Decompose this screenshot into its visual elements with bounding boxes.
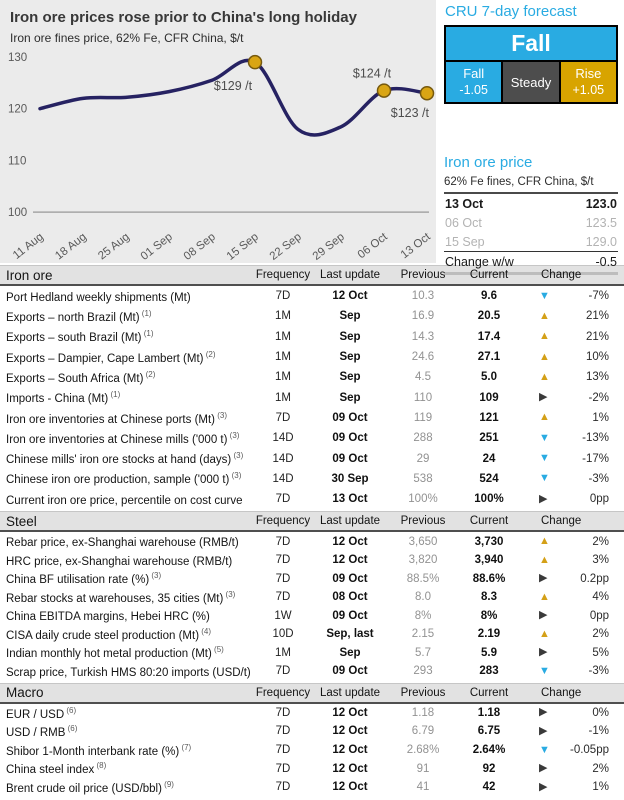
last-update-cell: 12 Oct: [332, 762, 368, 775]
down-triangle-icon: ▼: [539, 472, 550, 485]
table-header: [0, 265, 624, 286]
frequency-cell: 1M: [275, 330, 291, 343]
col-header-change: Change: [541, 515, 582, 528]
current-cell: 1.18: [477, 706, 501, 719]
metric-label: Rebar stocks at warehouses, 35 cities (Mt): [6, 592, 224, 605]
previous-cell: 119: [413, 411, 433, 424]
up-triangle-icon: ▲: [539, 330, 550, 343]
previous-cell: 8%: [414, 609, 432, 622]
footnote-marker: (4): [199, 626, 212, 636]
previous-cell: 288: [413, 432, 433, 445]
x-tick-label: 22 Sep: [267, 230, 304, 263]
chart-title: Iron ore prices rose prior to China's long holiday: [10, 9, 357, 26]
up-triangle-icon: ▲: [539, 590, 550, 603]
top-region: [0, 0, 624, 269]
last-update-cell: 09 Oct: [332, 411, 368, 424]
table-row: [0, 722, 624, 741]
metric-label: Iron ore inventories at Chinese ports (Mt): [6, 413, 216, 426]
change-value: 3%: [592, 554, 609, 567]
footnote-marker: (5): [211, 645, 224, 655]
current-cell: 6.75: [477, 725, 501, 738]
last-update-cell: 12 Oct: [332, 290, 368, 303]
current-cell: 3,730: [474, 535, 504, 548]
change-value: 5%: [592, 646, 609, 659]
table-row: [0, 448, 624, 468]
flat-triangle-icon: ▶: [539, 391, 548, 404]
table-row: [0, 327, 624, 347]
change-value: -3%: [588, 665, 609, 678]
change-value: 13%: [585, 371, 609, 384]
table-body: [0, 286, 624, 509]
last-update-cell: 09 Oct: [332, 572, 368, 585]
metric-label: Exports – South Africa (Mt): [6, 372, 144, 385]
change-value: 1%: [592, 781, 609, 794]
price-row-value: -0.5: [595, 254, 617, 269]
frequency-cell: 7D: [275, 554, 291, 567]
frequency-cell: 10D: [272, 628, 294, 641]
table-row: [0, 532, 624, 551]
previous-cell: 88.5%: [406, 572, 440, 585]
table-header: [0, 511, 624, 532]
table-body: [0, 532, 624, 680]
table-row: [0, 489, 624, 509]
current-cell: 8.3: [481, 591, 497, 604]
current-cell: 2.64%: [472, 744, 506, 756]
metric-label: HRC price, ex-Shanghai warehouse (RMB/t): [6, 555, 233, 568]
footnote-marker: (1): [141, 329, 154, 339]
table-row: [0, 286, 624, 306]
last-update-cell: Sep, last: [326, 628, 374, 641]
frequency-cell: 7D: [275, 665, 291, 678]
footnote-marker: (1): [108, 390, 121, 400]
previous-cell: 293: [413, 665, 433, 678]
change-value: 21%: [585, 330, 609, 343]
flat-triangle-icon: ▶: [539, 646, 548, 659]
last-update-cell: 30 Sep: [331, 472, 369, 485]
point-label: $129 /t: [213, 79, 253, 94]
metric-label: CISA daily crude steel production (Mt): [6, 629, 200, 642]
price-row-label: 15 Sep: [445, 234, 485, 249]
chart-subtitle: Iron ore fines price, 62% Fe, CFR China, $/t: [10, 31, 244, 45]
table-row: [0, 306, 624, 326]
metric-label: Rebar price, ex-Shanghai warehouse (RMB/t): [6, 536, 239, 549]
last-update-cell: 09 Oct: [332, 452, 368, 465]
frequency-cell: 7D: [275, 725, 291, 738]
table-row: [0, 778, 624, 797]
footnote-marker: (7): [179, 742, 192, 752]
last-update-cell: Sep: [339, 391, 361, 404]
change-value: -7%: [588, 290, 609, 303]
forecast-panel: [444, 25, 618, 104]
col-header-previous: Previous: [400, 269, 446, 281]
last-update-cell: Sep: [339, 310, 361, 323]
metric-label: Exports – Dampier, Cape Lambert (Mt): [6, 352, 204, 365]
forecast-cell: [559, 62, 616, 102]
col-header-change: Change: [541, 686, 582, 699]
current-cell: 109: [479, 391, 499, 404]
col-header-frequency: Frequency: [255, 686, 311, 699]
footnote-marker: (3): [215, 410, 228, 420]
previous-cell: 91: [416, 762, 430, 775]
current-cell: 17.4: [477, 330, 501, 343]
table-row: [0, 408, 624, 428]
table-section-steel: [0, 511, 624, 680]
flat-triangle-icon: ▶: [539, 706, 548, 719]
frequency-cell: 14D: [272, 472, 294, 485]
col-header-current: Current: [469, 269, 509, 281]
footnote-marker: (2): [203, 349, 216, 359]
current-cell: 24: [482, 452, 496, 465]
table-header: [0, 683, 624, 704]
table-section-macro: [0, 683, 624, 797]
price-row: [444, 251, 618, 271]
change-value: -3%: [588, 472, 609, 485]
flat-triangle-icon: ▶: [539, 762, 548, 775]
metric-label: Chinese iron ore production, sample ('000 t): [6, 474, 230, 487]
section-title: Macro: [6, 685, 44, 701]
footnote-marker: (2): [143, 369, 156, 379]
forecast-title: CRU 7-day forecast: [445, 3, 577, 20]
up-triangle-icon: ▲: [539, 535, 550, 548]
flat-triangle-icon: ▶: [539, 780, 548, 793]
change-value: -1%: [588, 725, 609, 738]
up-triangle-icon: ▲: [539, 350, 550, 363]
metric-label: USD / RMB: [6, 726, 66, 739]
table-section-iron-ore: [0, 265, 624, 509]
metric-label: Scrap price, Turkish HMS 80:20 imports (USD/t): [6, 666, 251, 679]
x-tick-label: 29 Sep: [310, 230, 347, 263]
change-value: 2%: [592, 535, 609, 548]
change-value: -0.05pp: [569, 744, 609, 756]
frequency-cell: 7D: [275, 535, 291, 548]
price-row-value: 123.0: [585, 196, 617, 211]
price-panel: [444, 154, 618, 275]
frequency-cell: 7D: [275, 781, 291, 794]
x-tick-label: 13 Oct: [398, 230, 433, 262]
last-update-cell: 13 Oct: [332, 493, 368, 506]
metric-label: Shibor 1-Month interbank rate (%): [6, 745, 180, 758]
previous-cell: 6.79: [411, 725, 435, 738]
current-cell: 121: [479, 411, 499, 424]
table-row: [0, 367, 624, 387]
change-value: 2%: [592, 762, 609, 775]
previous-cell: 16.9: [411, 310, 435, 323]
last-update-cell: 09 Oct: [332, 665, 368, 678]
col-header-last-update: Last update: [319, 269, 381, 281]
x-tick-label: 06 Oct: [355, 230, 390, 262]
metric-label: Indian monthly hot metal production (Mt): [6, 648, 212, 661]
change-value: 0pp: [589, 609, 609, 622]
up-triangle-icon: ▲: [539, 553, 550, 566]
section-title: Steel: [6, 513, 37, 529]
frequency-cell: 7D: [275, 572, 291, 585]
current-cell: 283: [479, 665, 499, 678]
footnote-marker: (1): [139, 309, 152, 319]
change-value: 0%: [592, 706, 609, 719]
last-update-cell: 08 Oct: [332, 591, 368, 604]
previous-cell: 5.7: [415, 646, 431, 659]
metric-label: Imports - China (Mt): [6, 393, 109, 406]
col-header-last-update: Last update: [319, 686, 381, 699]
price-row-value: 129.0: [585, 234, 617, 249]
previous-cell: 100%: [408, 493, 438, 506]
price-row-label: 06 Oct: [445, 215, 482, 230]
x-tick-label: 01 Sep: [138, 230, 175, 263]
x-tick-label: 08 Sep: [181, 230, 218, 263]
down-triangle-icon: ▼: [539, 452, 550, 465]
change-value: 10%: [585, 351, 609, 364]
current-cell: 88.6%: [472, 572, 506, 585]
x-tick-label: 11 Aug: [10, 230, 46, 262]
data-point-marker: [249, 56, 262, 69]
table-row: [0, 428, 624, 448]
previous-cell: 41: [416, 781, 430, 794]
col-header-current: Current: [469, 515, 509, 528]
last-update-cell: 09 Oct: [332, 609, 368, 622]
previous-cell: 24.6: [411, 351, 435, 364]
change-value: 1%: [592, 411, 609, 424]
price-panel-subtitle: 62% Fe fines, CFR China, $/t: [444, 176, 618, 194]
y-tick-label: 120: [8, 103, 28, 116]
previous-cell: 14.3: [411, 330, 435, 343]
last-update-cell: 12 Oct: [332, 706, 368, 719]
table-row: [0, 347, 624, 367]
frequency-cell: 7D: [275, 411, 291, 424]
frequency-cell: 7D: [275, 493, 291, 506]
col-header-previous: Previous: [400, 686, 446, 699]
previous-cell: 10.3: [411, 290, 435, 303]
metric-label: Exports – north Brazil (Mt): [6, 311, 140, 324]
footnote-marker: (3): [223, 589, 236, 599]
forecast-cells: [446, 60, 616, 102]
change-value: -17%: [582, 452, 609, 465]
frequency-cell: 14D: [272, 452, 294, 465]
price-row: [444, 213, 618, 232]
frequency-cell: 7D: [275, 744, 291, 756]
table-row: [0, 625, 624, 644]
footnote-marker: (9): [161, 779, 174, 789]
table-row: [0, 569, 624, 588]
current-cell: 251: [479, 432, 499, 445]
metric-label: Brent crude oil price (USD/bbl): [6, 782, 162, 795]
change-value: 4%: [592, 591, 609, 604]
point-label: $123 /t: [390, 106, 429, 121]
forecast-headline: Fall: [446, 27, 616, 60]
price-row: [444, 194, 618, 213]
previous-cell: 4.5: [415, 371, 431, 384]
current-cell: 9.6: [481, 290, 497, 303]
flat-triangle-icon: ▶: [539, 572, 548, 585]
y-tick-label: 100: [8, 207, 28, 220]
x-tick-label: 15 Sep: [224, 230, 261, 263]
metric-label: EUR / USD: [6, 708, 65, 721]
point-label: $124 /t: [352, 66, 392, 81]
frequency-cell: 7D: [275, 290, 291, 303]
frequency-cell: 1M: [275, 310, 291, 323]
frequency-cell: 1W: [274, 609, 292, 622]
last-update-cell: Sep: [339, 351, 361, 364]
current-cell: 3,940: [474, 554, 504, 567]
metric-label: China EBITDA margins, Hebei HRC (%): [6, 611, 210, 624]
footnote-marker: (3): [231, 451, 244, 461]
up-triangle-icon: ▲: [539, 309, 550, 322]
price-row: [444, 232, 618, 251]
last-update-cell: 12 Oct: [332, 781, 368, 794]
data-point-marker: [378, 84, 391, 97]
forecast-cell-value: -1.05: [459, 83, 488, 97]
col-header-previous: Previous: [400, 515, 446, 528]
right-column: [436, 0, 624, 269]
x-tick-label: 25 Aug: [96, 230, 132, 263]
forecast-cell-value: +1.05: [572, 83, 605, 97]
metric-label: Iron ore inventories at Chinese mills ('000 t): [6, 433, 228, 446]
forecast-cell-label: Rise: [575, 66, 602, 81]
y-tick-label: 110: [8, 155, 27, 168]
down-triangle-icon: ▼: [539, 289, 550, 302]
table-row: [0, 741, 624, 760]
last-update-cell: 12 Oct: [332, 744, 368, 756]
col-header-current: Current: [469, 686, 509, 699]
change-value: 0.2pp: [580, 572, 609, 585]
last-update-cell: 12 Oct: [332, 554, 368, 567]
table-row: [0, 551, 624, 570]
flat-triangle-icon: ▶: [539, 724, 548, 737]
table-row: [0, 759, 624, 778]
last-update-cell: 09 Oct: [332, 432, 368, 445]
previous-cell: 1.18: [411, 706, 435, 719]
down-triangle-icon: ▼: [539, 664, 550, 677]
price-row-label: Change w/w: [445, 254, 514, 269]
last-update-cell: Sep: [339, 330, 361, 343]
frequency-cell: 1M: [275, 371, 291, 384]
footnote-marker: (6): [65, 724, 78, 734]
current-cell: 5.9: [481, 646, 497, 659]
previous-cell: 29: [416, 452, 430, 465]
table-row: [0, 704, 624, 723]
price-rows: [444, 194, 618, 271]
table-row: [0, 662, 624, 681]
flat-triangle-icon: ▶: [539, 492, 548, 505]
col-header-last-update: Last update: [319, 515, 381, 528]
previous-cell: 2.15: [411, 628, 435, 641]
previous-cell: 2.68%: [406, 744, 440, 756]
forecast-cell-label: Steady: [510, 74, 552, 90]
current-cell: 92: [482, 762, 496, 775]
change-value: 2%: [592, 628, 609, 641]
frequency-cell: 14D: [272, 432, 294, 445]
change-value: 21%: [585, 310, 609, 323]
metric-label: Chinese mills' iron ore stocks at hand (days): [6, 453, 232, 466]
frequency-cell: 1M: [275, 351, 291, 364]
footnote-marker: (3): [229, 471, 242, 481]
forecast-cell-label: Fall: [463, 66, 485, 81]
frequency-cell: 7D: [275, 706, 291, 719]
footnote-marker: (6): [64, 705, 77, 715]
section-title: Iron ore: [6, 267, 53, 283]
price-row-label: 13 Oct: [445, 196, 484, 211]
change-value: 0pp: [589, 493, 609, 506]
frequency-cell: 1M: [275, 391, 291, 404]
last-update-cell: 12 Oct: [332, 725, 368, 738]
last-update-cell: Sep: [339, 371, 361, 384]
up-triangle-icon: ▲: [539, 411, 550, 424]
table-row: [0, 588, 624, 607]
previous-cell: 3,820: [408, 554, 438, 567]
data-tables: [0, 265, 624, 796]
down-triangle-icon: ▼: [539, 743, 550, 756]
up-triangle-icon: ▲: [539, 627, 550, 640]
forecast-cell: [501, 62, 558, 102]
last-update-cell: Sep: [339, 646, 361, 659]
frequency-cell: 1M: [275, 646, 291, 659]
table-row: [0, 387, 624, 407]
current-cell: 8%: [480, 609, 498, 622]
previous-cell: 8.0: [415, 591, 431, 604]
metric-label: Port Hedland weekly shipments (Mt): [6, 291, 191, 304]
table-body: [0, 704, 624, 797]
current-cell: 20.5: [477, 310, 501, 323]
forecast-cell: [446, 62, 501, 102]
current-cell: 42: [482, 781, 496, 794]
data-point-marker: [421, 87, 434, 100]
previous-cell: 538: [413, 472, 433, 485]
change-value: -13%: [582, 432, 609, 445]
change-value: -2%: [588, 391, 609, 404]
down-triangle-icon: ▼: [539, 431, 550, 444]
price-chart: [0, 0, 436, 263]
previous-cell: 110: [413, 391, 433, 404]
table-row: [0, 644, 624, 663]
footnote-marker: (3): [149, 571, 162, 581]
frequency-cell: 7D: [275, 762, 291, 775]
flat-triangle-icon: ▶: [539, 609, 548, 622]
table-row: [0, 606, 624, 625]
footnote-marker: (3): [227, 430, 240, 440]
y-tick-label: 130: [8, 52, 28, 64]
footnote-marker: (8): [94, 761, 107, 771]
col-header-frequency: Frequency: [255, 269, 311, 281]
metric-label: China steel index: [6, 763, 95, 776]
current-cell: 5.0: [481, 371, 497, 384]
last-update-cell: 12 Oct: [332, 535, 368, 548]
up-triangle-icon: ▲: [539, 370, 550, 383]
current-cell: 524: [479, 472, 499, 485]
metric-label: Current iron ore price, percentile on cost curve: [6, 494, 243, 507]
col-header-change: Change: [541, 269, 582, 281]
price-row-value: 123.5: [585, 215, 617, 230]
table-row: [0, 469, 624, 489]
current-cell: 2.19: [477, 628, 501, 641]
metric-label: Exports – south Brazil (Mt): [6, 332, 142, 345]
metric-label: China BF utilisation rate (%): [6, 574, 150, 587]
frequency-cell: 7D: [275, 591, 291, 604]
price-panel-title: Iron ore price: [444, 154, 533, 171]
col-header-frequency: Frequency: [255, 515, 311, 528]
current-cell: 100%: [474, 493, 504, 506]
current-cell: 27.1: [477, 351, 501, 364]
x-tick-label: 18 Aug: [53, 230, 89, 263]
previous-cell: 3,650: [408, 535, 438, 548]
